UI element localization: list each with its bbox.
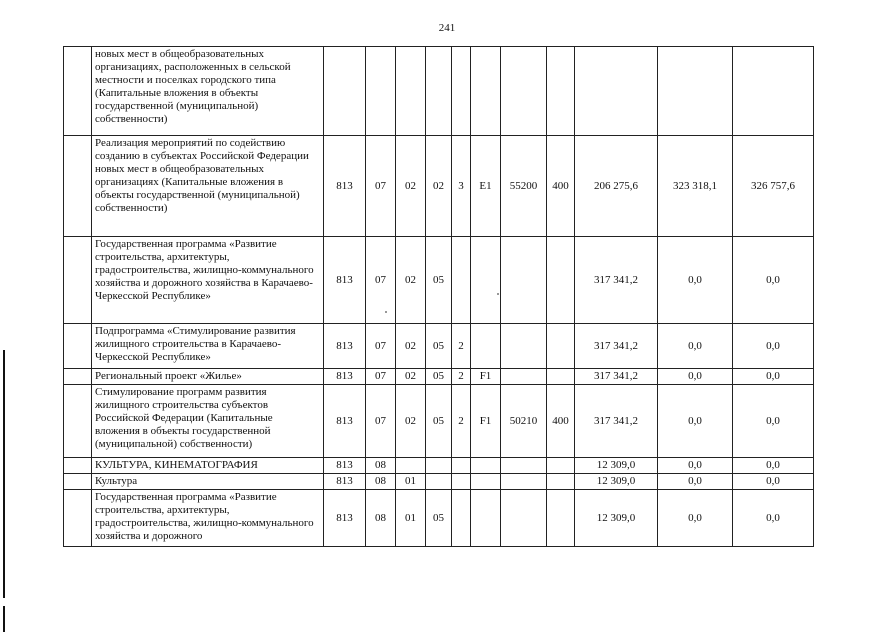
cell-rz: [366, 47, 396, 136]
table-row: [64, 324, 814, 369]
cell-c1: [426, 47, 452, 136]
cell-c2: [452, 237, 471, 324]
cell-c3: [471, 474, 501, 490]
cell-vr: [547, 490, 575, 547]
cell-rz: 07: [366, 369, 396, 385]
cell-pr: 01: [396, 474, 426, 490]
cell-s3: 0,0: [733, 324, 814, 369]
cell-s2: 0,0: [658, 324, 733, 369]
scan-edge-mark: [3, 606, 5, 632]
cell-ved: 813: [324, 136, 366, 237]
cell-c1: 05: [426, 369, 452, 385]
budget-table: [63, 46, 814, 547]
cell-vr: [547, 369, 575, 385]
cell-c1: [426, 458, 452, 474]
cell-ved: 813: [324, 237, 366, 324]
cell-vr: 400: [547, 136, 575, 237]
cell-c2: 2: [452, 324, 471, 369]
cell-c3: [471, 324, 501, 369]
cell-c4: [501, 47, 547, 136]
cell-rz: 07: [366, 136, 396, 237]
cell-s3: 0,0: [733, 369, 814, 385]
cell-name: Реализация мероприятий по содействию созданию в субъектах Российской Федерации новых мест в общеобразовательных организациях (Капитальные вложения в объекты государственной (муниципальной) собственности): [92, 136, 324, 237]
cell-s1: 317 341,2: [575, 369, 658, 385]
table-row: [64, 47, 814, 136]
row-number-cell: [64, 474, 92, 490]
cell-c4: 55200: [501, 136, 547, 237]
table-row: [64, 490, 814, 547]
cell-s1: 12 309,0: [575, 458, 658, 474]
cell-s1: 317 341,2: [575, 237, 658, 324]
cell-pr: [396, 458, 426, 474]
cell-name: КУЛЬТУРА, КИНЕМАТОГРАФИЯ: [92, 458, 324, 474]
cell-s2: 0,0: [658, 369, 733, 385]
cell-c3: E1: [471, 136, 501, 237]
cell-ved: 813: [324, 385, 366, 458]
cell-c4: 50210: [501, 385, 547, 458]
cell-ved: [324, 47, 366, 136]
table-row: [64, 237, 814, 324]
cell-s3: 0,0: [733, 490, 814, 547]
cell-c4: [501, 474, 547, 490]
cell-s3: 0,0: [733, 385, 814, 458]
cell-c4: [501, 324, 547, 369]
page-number: 241: [438, 22, 456, 34]
cell-s1: 206 275,6: [575, 136, 658, 237]
cell-s1: 317 341,2: [575, 385, 658, 458]
cell-ved: 813: [324, 369, 366, 385]
cell-c1: 02: [426, 136, 452, 237]
cell-s1: [575, 47, 658, 136]
cell-c3: [471, 458, 501, 474]
cell-name: Подпрограмма «Стимулирование развития жилищного строительства в Карачаево-Черкесской Республике»: [92, 324, 324, 369]
cell-c4: [501, 369, 547, 385]
cell-vr: [547, 324, 575, 369]
cell-c3: [471, 490, 501, 547]
cell-c2: [452, 490, 471, 547]
cell-pr: 01: [396, 490, 426, 547]
cell-rz: 08: [366, 490, 396, 547]
cell-s1: 12 309,0: [575, 490, 658, 547]
cell-vr: 400: [547, 385, 575, 458]
cell-pr: 02: [396, 324, 426, 369]
cell-pr: 02: [396, 136, 426, 237]
cell-c3: F1: [471, 369, 501, 385]
cell-c3: F1: [471, 385, 501, 458]
scan-speck: [385, 311, 387, 313]
table-row: [64, 385, 814, 458]
cell-c2: 2: [452, 385, 471, 458]
cell-c1: 05: [426, 490, 452, 547]
cell-ved: 813: [324, 490, 366, 547]
cell-vr: [547, 458, 575, 474]
cell-vr: [547, 47, 575, 136]
cell-s2: 0,0: [658, 458, 733, 474]
cell-s1: 317 341,2: [575, 324, 658, 369]
cell-name: Стимулирование программ развития жилищного строительства субъектов Российской Федерации (Капитальные вложения в объекты государственной (муниципальной) собственности): [92, 385, 324, 458]
cell-pr: 02: [396, 369, 426, 385]
row-number-cell: [64, 237, 92, 324]
cell-rz: 07: [366, 324, 396, 369]
cell-ved: 813: [324, 324, 366, 369]
cell-c3: [471, 47, 501, 136]
cell-c2: 3: [452, 136, 471, 237]
cell-pr: 02: [396, 237, 426, 324]
cell-s3: 326 757,6: [733, 136, 814, 237]
cell-c4: [501, 490, 547, 547]
cell-s2: [658, 47, 733, 136]
cell-rz: 07: [366, 237, 396, 324]
cell-pr: 02: [396, 385, 426, 458]
cell-vr: [547, 474, 575, 490]
row-number-cell: [64, 490, 92, 547]
cell-s2: 0,0: [658, 474, 733, 490]
table-row: [64, 474, 814, 490]
row-number-cell: [64, 369, 92, 385]
cell-s3: 0,0: [733, 474, 814, 490]
cell-s3: 0,0: [733, 237, 814, 324]
cell-name: Региональный проект «Жилье»: [92, 369, 324, 385]
cell-name: Государственная программа «Развитие строительства, архитектуры, градостроительства, жилищно-коммунального хозяйства и дорожного: [92, 490, 324, 547]
row-number-cell: [64, 385, 92, 458]
cell-s3: [733, 47, 814, 136]
cell-c1: [426, 474, 452, 490]
cell-s2: 0,0: [658, 490, 733, 547]
scan-speck: [497, 293, 499, 295]
cell-s2: 0,0: [658, 237, 733, 324]
table-row: [64, 458, 814, 474]
row-number-cell: [64, 136, 92, 237]
cell-c2: 2: [452, 369, 471, 385]
cell-c2: [452, 47, 471, 136]
cell-c1: 05: [426, 237, 452, 324]
cell-pr: [396, 47, 426, 136]
cell-c4: [501, 237, 547, 324]
cell-name: Культура: [92, 474, 324, 490]
cell-s2: 0,0: [658, 385, 733, 458]
cell-s3: 0,0: [733, 458, 814, 474]
row-number-cell: [64, 324, 92, 369]
cell-ved: 813: [324, 458, 366, 474]
cell-c3: [471, 237, 501, 324]
cell-rz: 08: [366, 474, 396, 490]
cell-s1: 12 309,0: [575, 474, 658, 490]
scan-edge-mark: [3, 350, 5, 598]
cell-name: новых мест в общеобразовательных организациях, расположенных в сельской местности и поселках городского типа (Капитальные вложения в объекты государственной (муниципальной) собственности): [92, 47, 324, 136]
cell-name: Государственная программа «Развитие строительства, архитектуры, градостроительства, жилищно-коммунального хозяйства и дорожного хозяйства в Карачаево-Черкесской Республике»: [92, 237, 324, 324]
cell-c2: [452, 458, 471, 474]
row-number-cell: [64, 458, 92, 474]
cell-ved: 813: [324, 474, 366, 490]
cell-rz: 08: [366, 458, 396, 474]
cell-s2: 323 318,1: [658, 136, 733, 237]
table-row: [64, 136, 814, 237]
cell-rz: 07: [366, 385, 396, 458]
cell-c4: [501, 458, 547, 474]
cell-c2: [452, 474, 471, 490]
table-row: [64, 369, 814, 385]
cell-c1: 05: [426, 385, 452, 458]
cell-c1: 05: [426, 324, 452, 369]
row-number-cell: [64, 47, 92, 136]
cell-vr: [547, 237, 575, 324]
